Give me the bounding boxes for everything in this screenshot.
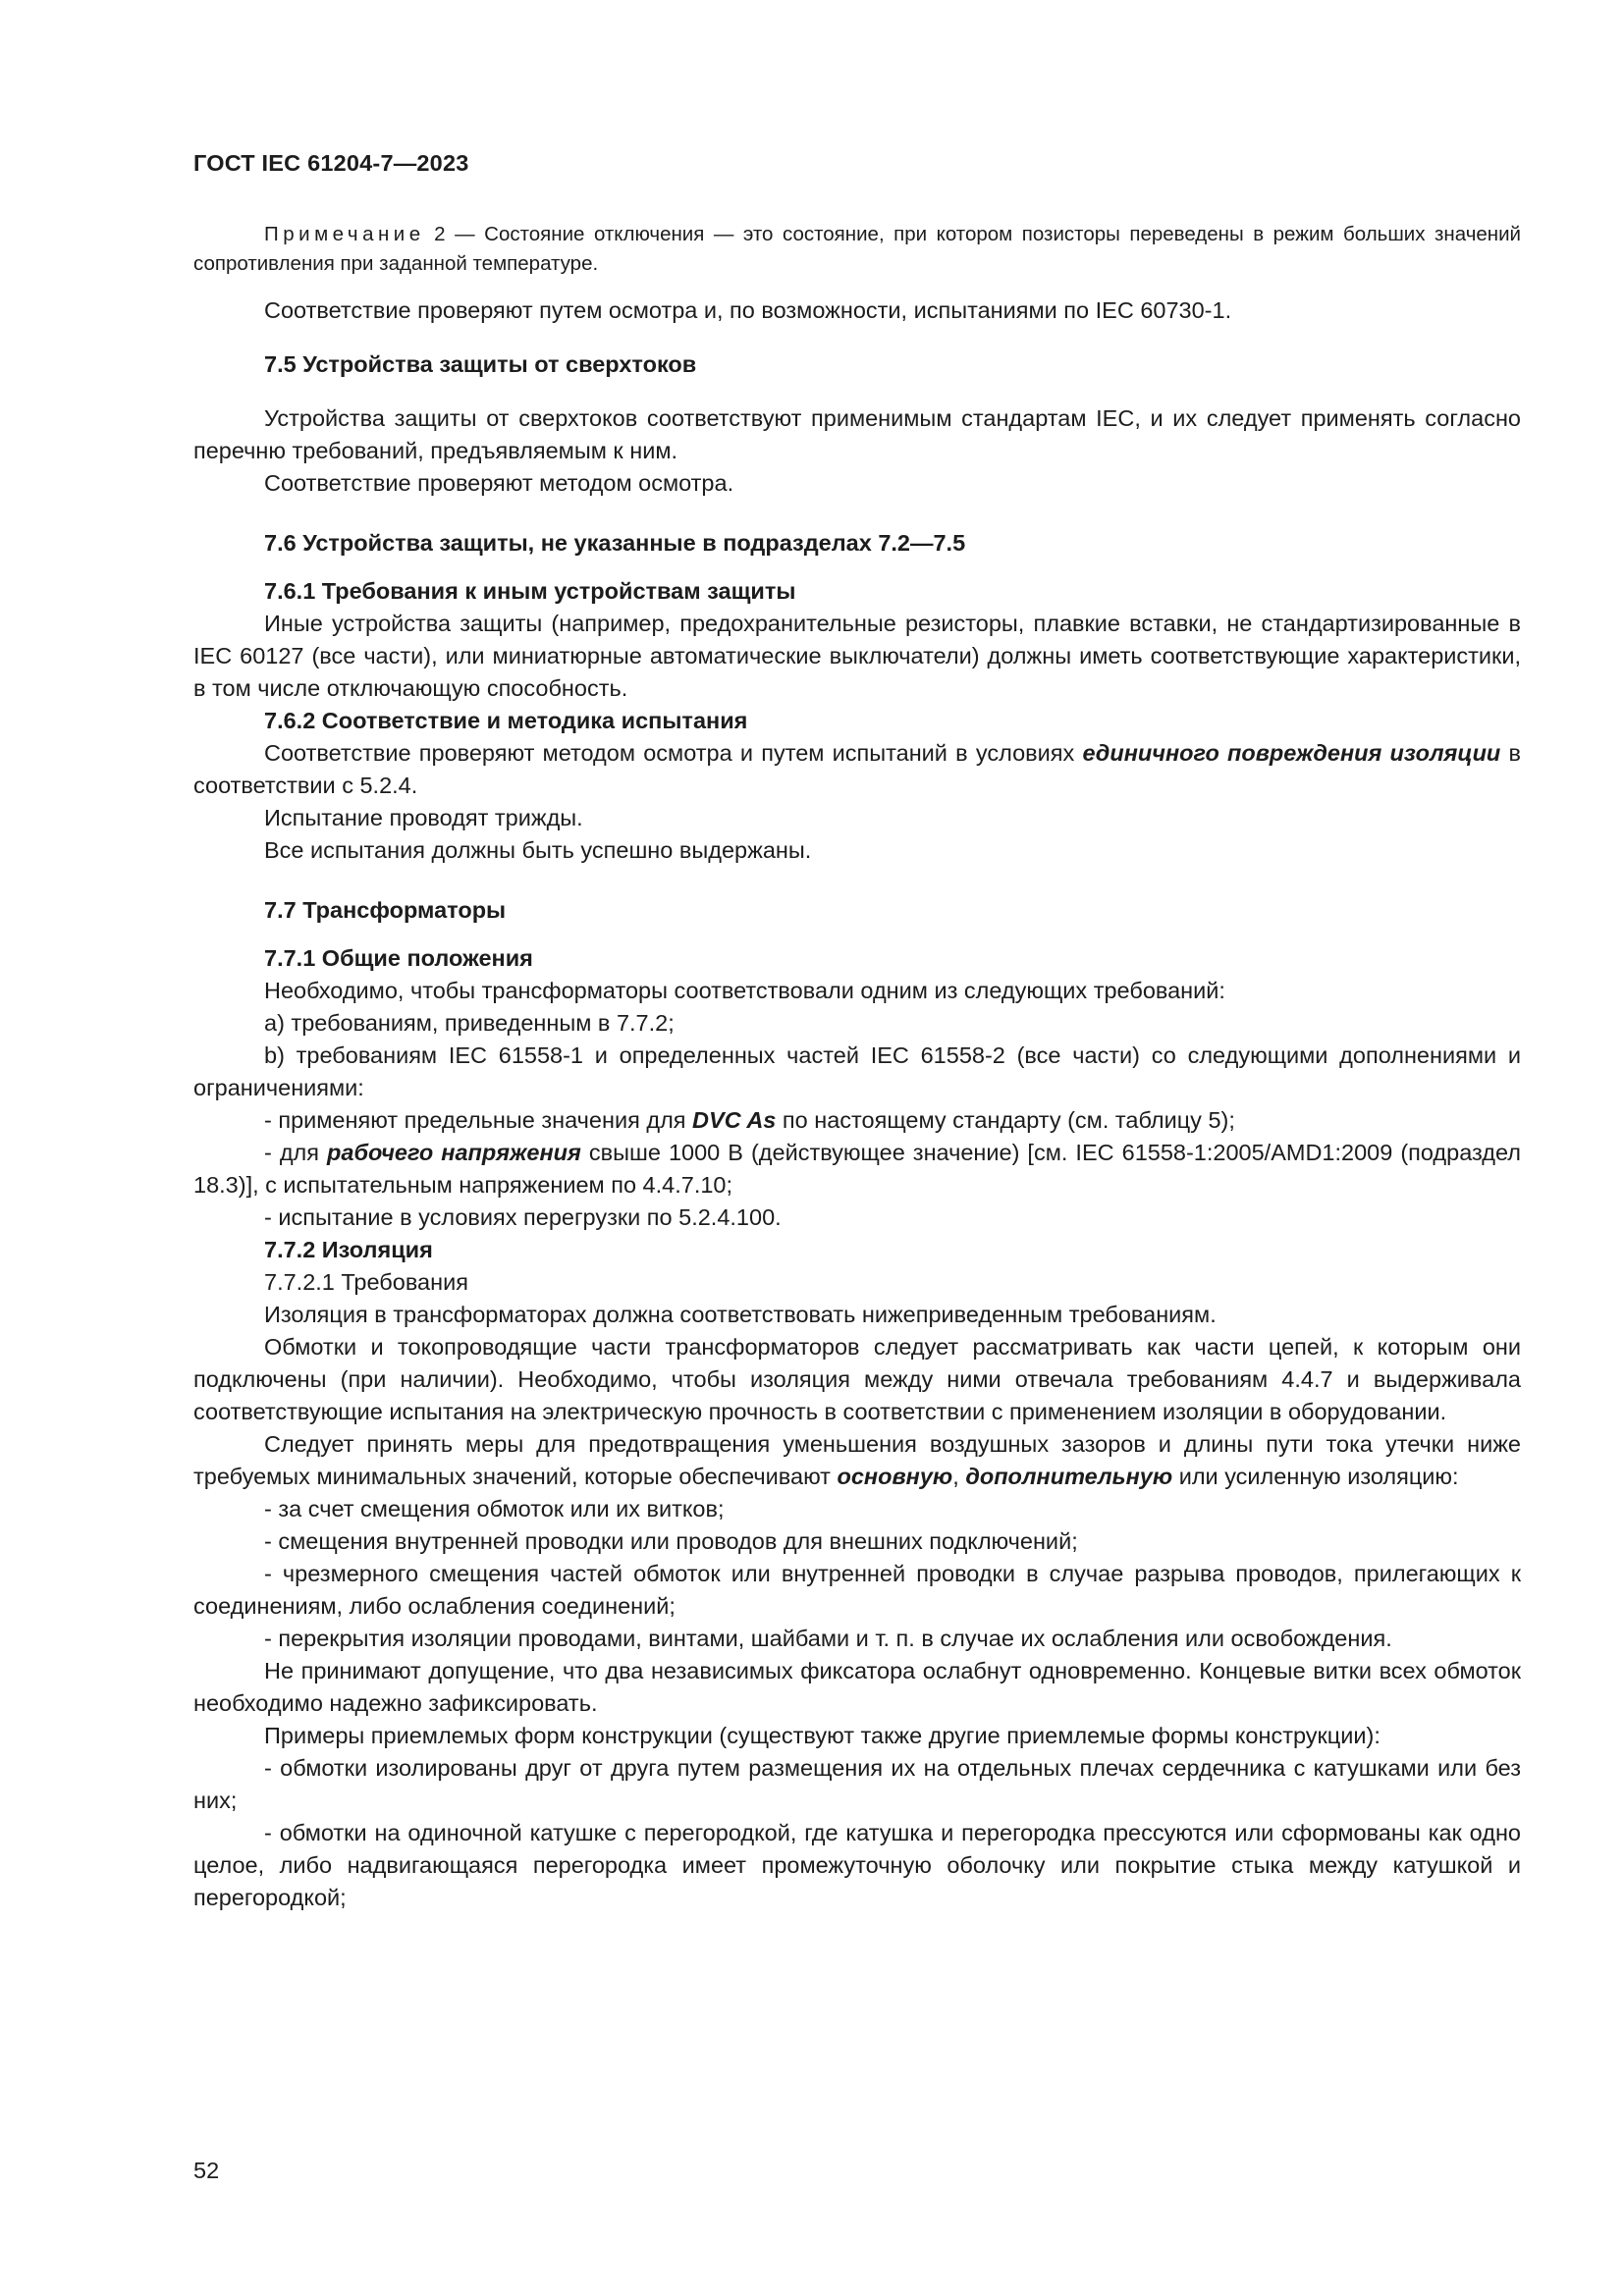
section-heading-7-5: 7.5 Устройства защиты от сверхтоков — [264, 351, 697, 377]
paragraph: Примеры приемлемых форм конструкции (существуют также другие приемлемые формы конструкции): — [264, 1723, 1380, 1748]
paragraph: Соответствие проверяют методом осмотра. — [264, 470, 734, 496]
defined-term: рабочего напряжения — [327, 1140, 581, 1165]
text-run: или усиленную изоляцию: — [1172, 1464, 1459, 1489]
defined-term: единичного повреждения изоляции — [1082, 740, 1501, 766]
paragraph: Иные устройства защиты (например, предохранительные резисторы, плавкие вставки, не стандартизированные в IEC 60127 (все части), или миниатюрные автоматические выключатели) должны иметь соответствующие характеристики, в том числе отключающую способность. — [193, 611, 1521, 701]
note-number: 2 — [424, 223, 446, 245]
subsection-heading-7-6-1: 7.6.1 Требования к иным устройствам защиты — [264, 578, 796, 604]
note-label: Примечание — [264, 223, 425, 245]
dash-item — [193, 1137, 1521, 1201]
dash-item: - перекрытия изоляции проводами, винтами, шайбами и т. п. в случае их ослабления или освобождения. — [264, 1626, 1392, 1651]
text-run: - применяют предельные значения для — [264, 1107, 693, 1133]
paragraph: Все испытания должны быть успешно выдержаны. — [264, 837, 812, 863]
paragraph — [193, 737, 1521, 802]
text-run: Соответствие проверяют методом осмотра и путем испытаний в условиях — [264, 740, 1083, 766]
paragraph: Необходимо, чтобы трансформаторы соответствовали одним из следующих требований: — [264, 978, 1225, 1003]
document-header: ГОСТ IEC 61204-7—2023 — [193, 150, 469, 176]
text-run: Следует принять меры для предотвращения уменьшения воздушных зазоров и длины пути тока утечки ниже требуемых минимальных значений, которые обеспечивают — [193, 1431, 1521, 1489]
paragraph — [193, 1428, 1521, 1493]
defined-term: DVC As — [692, 1107, 777, 1133]
dash-item: - смещения внутренней проводки или проводов для внешних подключений; — [264, 1528, 1078, 1554]
paragraph: Обмотки и токопроводящие части трансформаторов следует рассматривать как части цепей, к которым они подключены (при наличии). Необходимо, чтобы изоляция между ними отвечала требованиям 4.4.7 и выдерживала соответствующие испытания на электрическую прочность в соответствии с применением изоляции в оборудовании. — [193, 1334, 1521, 1424]
section-heading-7-6: 7.6 Устройства защиты, не указанные в подразделах 7.2—7.5 — [264, 530, 966, 556]
text-run: - для — [264, 1140, 328, 1165]
subsection-heading-7-6-2: 7.6.2 Соответствие и методика испытания — [264, 708, 748, 733]
dash-item: - обмотки на одиночной катушке с перегородкой, где катушка и перегородка прессуются или сформованы как одно целое, либо надвигающаяся перегородка имеет промежуточную оболочку или покрытие стыка между катушкой и перегородкой; — [193, 1820, 1521, 1910]
dash-item — [193, 1104, 1521, 1137]
section-heading-7-7: 7.7 Трансформаторы — [264, 897, 507, 923]
defined-term: дополнительную — [965, 1464, 1173, 1489]
list-item: b) требованиям IEC 61558-1 и определенных частей IEC 61558-2 (все части) со следующими дополнениями и ограничениями: — [193, 1042, 1521, 1100]
subsection-heading-7-7-2: 7.7.2 Изоляция — [264, 1237, 433, 1262]
paragraph: Испытание проводят трижды. — [264, 805, 583, 830]
page-number: 52 — [193, 2158, 220, 2183]
paragraph: Не принимают допущение, что два независимых фиксатора ослабнут одновременно. Концевые витки всех обмоток необходимо надежно зафиксировать. — [193, 1658, 1521, 1716]
clause-heading-7-7-2-1: 7.7.2.1 Требования — [264, 1269, 468, 1295]
note-2 — [193, 220, 1521, 279]
text-run: свыше 1000 В (действующее значение) [см. IEC 61558-1:2005/AMD1:2009 (подраздел 18.3)], с испытательным напряжением по 4.4.7.10; — [193, 1140, 1521, 1198]
text-run: по настоящему стандарту (см. таблицу 5); — [776, 1107, 1235, 1133]
dash-item: - испытание в условиях перегрузки по 5.2.4.100. — [264, 1204, 782, 1230]
list-item: a) требованиям, приведенным в 7.7.2; — [264, 1010, 675, 1036]
text-run: в соответствии с 5.2.4. — [193, 740, 1522, 798]
paragraph: Устройства защиты от сверхтоков соответствуют применимым стандартам IEC, и их следует применять согласно перечню требований, предъявляемым к ним. — [193, 405, 1521, 463]
page-body — [193, 220, 1521, 1914]
paragraph: Изоляция в трансформаторах должна соответствовать нижеприведенным требованиям. — [264, 1302, 1217, 1327]
text-run: , — [952, 1464, 966, 1489]
paragraph: Соответствие проверяют путем осмотра и, по возможности, испытаниями по IEC 60730-1. — [264, 297, 1232, 323]
defined-term: основную — [837, 1464, 953, 1489]
dash-item: - обмотки изолированы друг от друга путем размещения их на отдельных плечах сердечника с катушками или без них; — [193, 1755, 1521, 1813]
dash-item: - чрезмерного смещения частей обмоток или внутренней проводки в случае разрыва проводов, прилегающих к соединениям, либо ослабления соединений; — [193, 1561, 1521, 1619]
note-text: — Состояние отключения — это состояние, при котором позисторы переведены в режим больших значений сопротивления при заданной температуре. — [193, 223, 1521, 275]
subsection-heading-7-7-1: 7.7.1 Общие положения — [264, 945, 533, 971]
dash-item: - за счет смещения обмоток или их витков; — [264, 1496, 725, 1522]
